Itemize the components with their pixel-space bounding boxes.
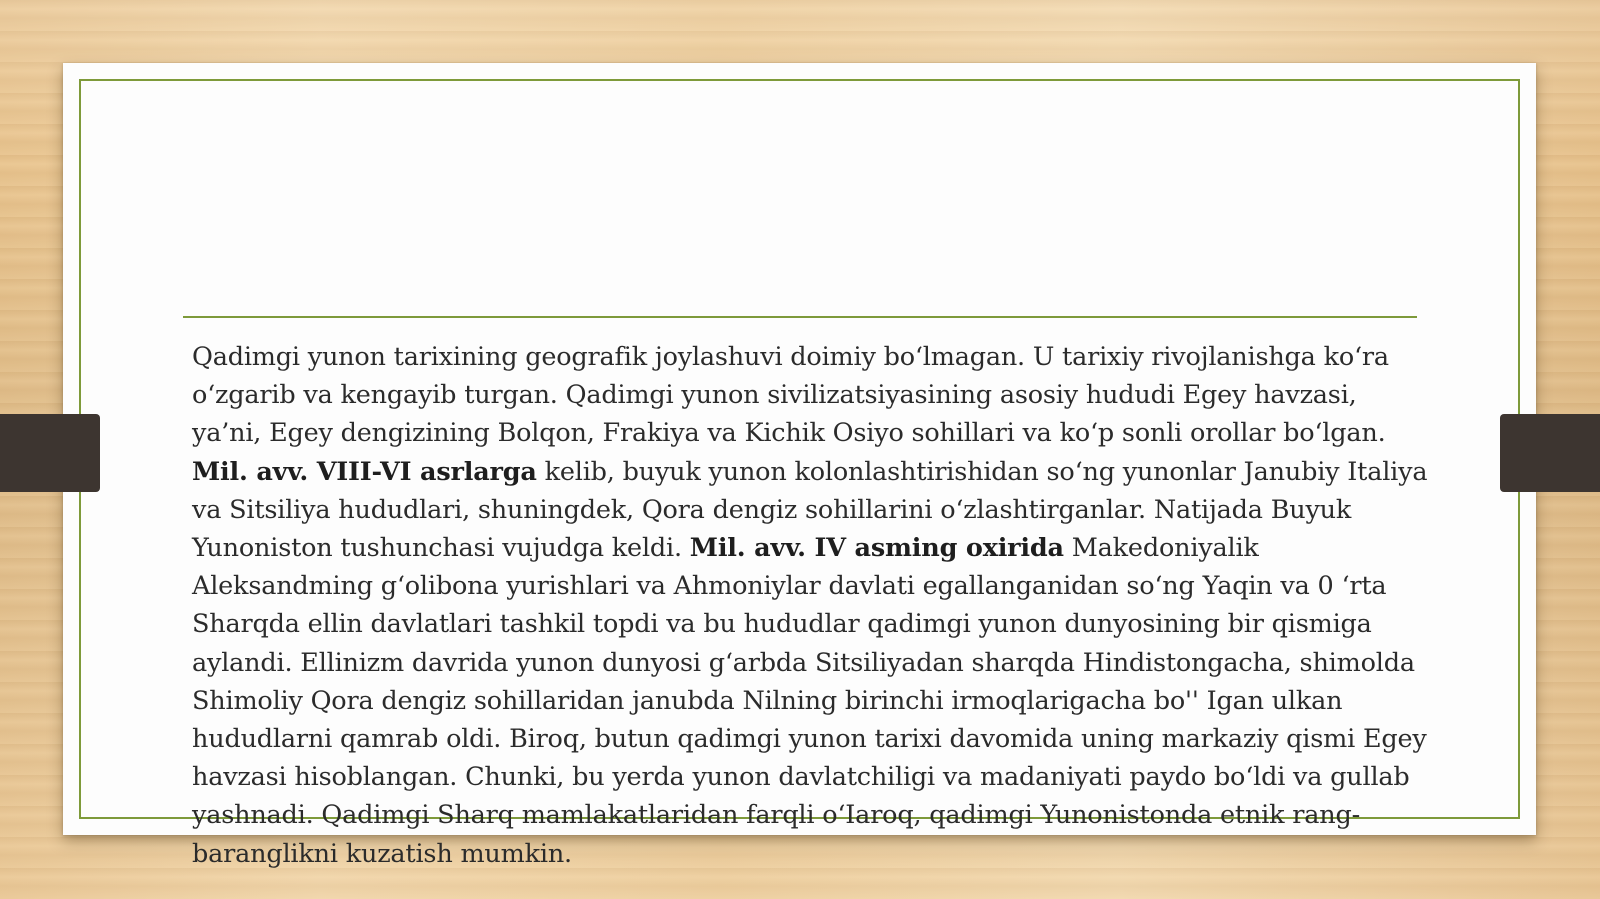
text-run: Makedoniyalik Aleksandming g‘olibona yurishlari va Ahmoniylar davlati egallanganidan so‘ng Yaqin va 0 ‘rta Sharqda ellin davlatlari tashkil topdi va bu hududlar qadimgi yunon dunyosining bir qismiga aylandi. Ellinizm davrida yunon dunyosi g‘arbda Sitsiliyadan sharqda Hindistongacha, shimolda Shimoliy Qora dengiz sohillaridan janubda Nilning birinchi irmoqlarigacha bo'' Igan ulkan hududlarni qamrab oldi. Biroq, butun qadimgi yunon tarixi davomida uning markaziy qismi Egey havzasi hisoblangan. Chunki, bu yerda yunon davlatchiligi va madaniyati paydo bo‘ldi va gullab yashnadi. Qadimgi Sharq mamlakatlaridan farqli o‘Iaroq, qadimgi Yunonistonda etnik rang-baranglikni kuzatish mumkin. [192, 533, 1427, 869]
left-side-tab [0, 414, 100, 492]
bold-date-run: Mil. avv. IV asming oxirida [689, 533, 1064, 564]
bold-date-run: Mil. avv. VIII-VI asrlarga [192, 456, 537, 487]
text-run: Qadimgi yunon tarixining geografik joylashuvi doimiy bo‘lmagan. U tarixiy rivojlanishga ko‘ra o‘zgarib va kengayib turgan. Qadimgi yunon sivilizatsiyasining asosiy hududi Egey havzasi, ya’ni, Egey dengizining Bolqon, Frakiya va Kichik Osiyo sohillari va ko‘p sonli orollar bo‘lgan. [192, 342, 1389, 449]
right-side-tab [1500, 414, 1600, 492]
body-paragraph [192, 338, 1432, 873]
text-run: kelib, buyuk yunon kolonlashtirishidan so‘ng yunonlar Janubiy Italiya va Sitsiliya hududlari, shuningdek, Qora dengiz sohillarini o‘zlashtirganlar. Natijada Buyuk Yunoniston tushunchasi vujudga keldi. [192, 456, 1428, 564]
title-divider-line [183, 316, 1417, 318]
